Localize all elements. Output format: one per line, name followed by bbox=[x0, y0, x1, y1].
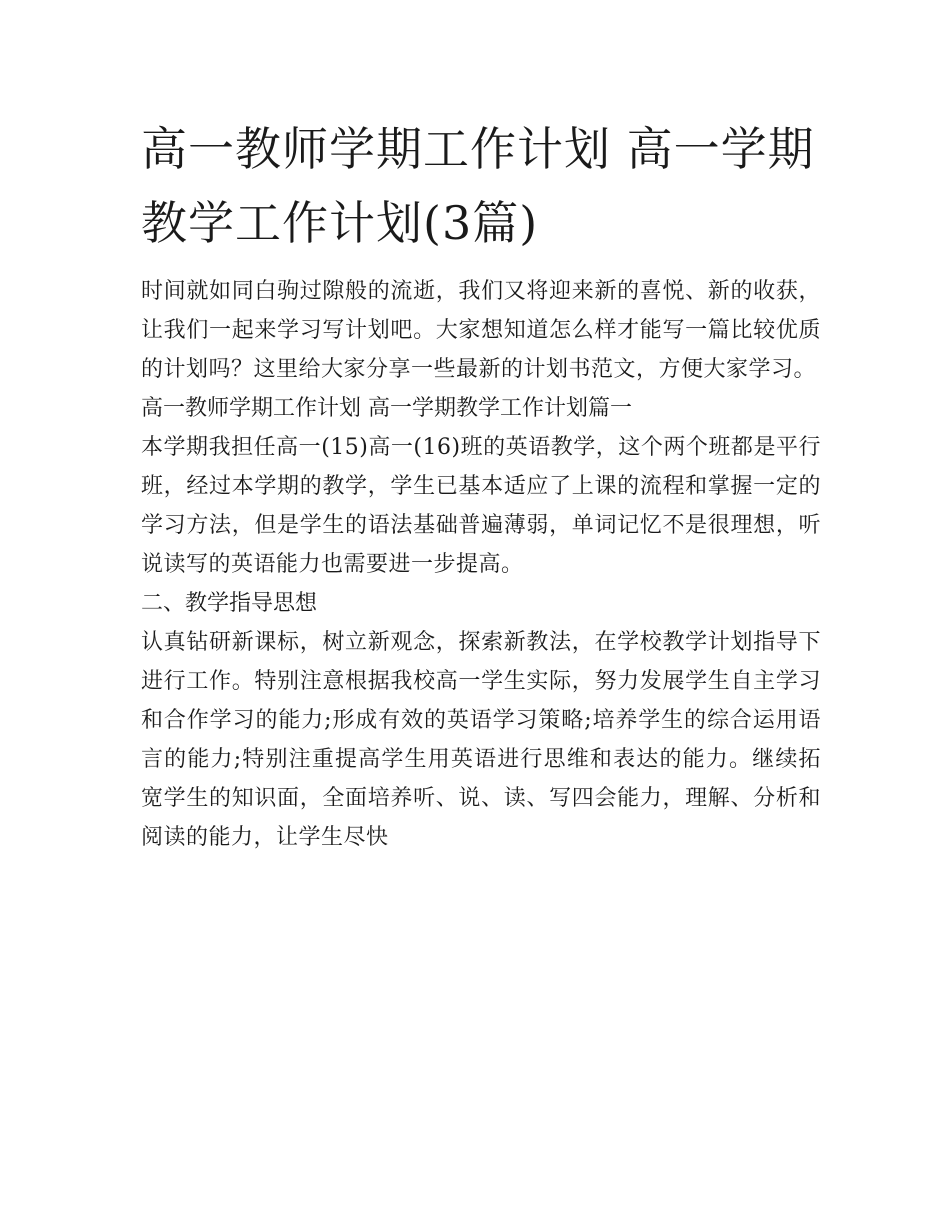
intro-paragraph: 时间就如同白驹过隙般的流逝，我们又将迎来新的喜悦、新的收获，让我们一起来学习写计划吧。大家想知道怎么样才能写一篇比较优质的计划吗？这里给大家分享一些最新的计划书范文，方便大家学习。 bbox=[141, 279, 821, 382]
guiding-paragraph: 认真钻研新课标，树立新观念，探索新教法，在学校教学计划指导下进行工作。特别注意根据我校高一学生实际，努力发展学生自主学习和合作学习的能力;形成有效的英语学习策略;培养学生的综合运用语言的能力;特别注重提高学生用英语进行思维和表达的能力。继续拓宽学生的知识面，全面培养听、说、读、写四会能力，理解、分析和阅读的能力，让学生尽快 bbox=[141, 630, 821, 850]
situation-paragraph: 本学期我担任高一(15)高一(16)班的英语教学，这个两个班都是平行班，经过本学期的教学，学生已基本适应了上课的流程和掌握一定的学习方法，但是学生的语法基础普遍薄弱，单词记忆不是很理想，听说读写的英语能力也需要进一步提高。 bbox=[141, 435, 821, 577]
section-heading: 高一教师学期工作计划 高一学期教学工作计划篇一 bbox=[141, 396, 632, 421]
subheading-guiding-thought: 二、教学指导思想 bbox=[141, 591, 318, 616]
document-title: 高一教师学期工作计划 高一学期教学工作计划(3篇) bbox=[141, 122, 815, 250]
document-page bbox=[141, 112, 821, 857]
